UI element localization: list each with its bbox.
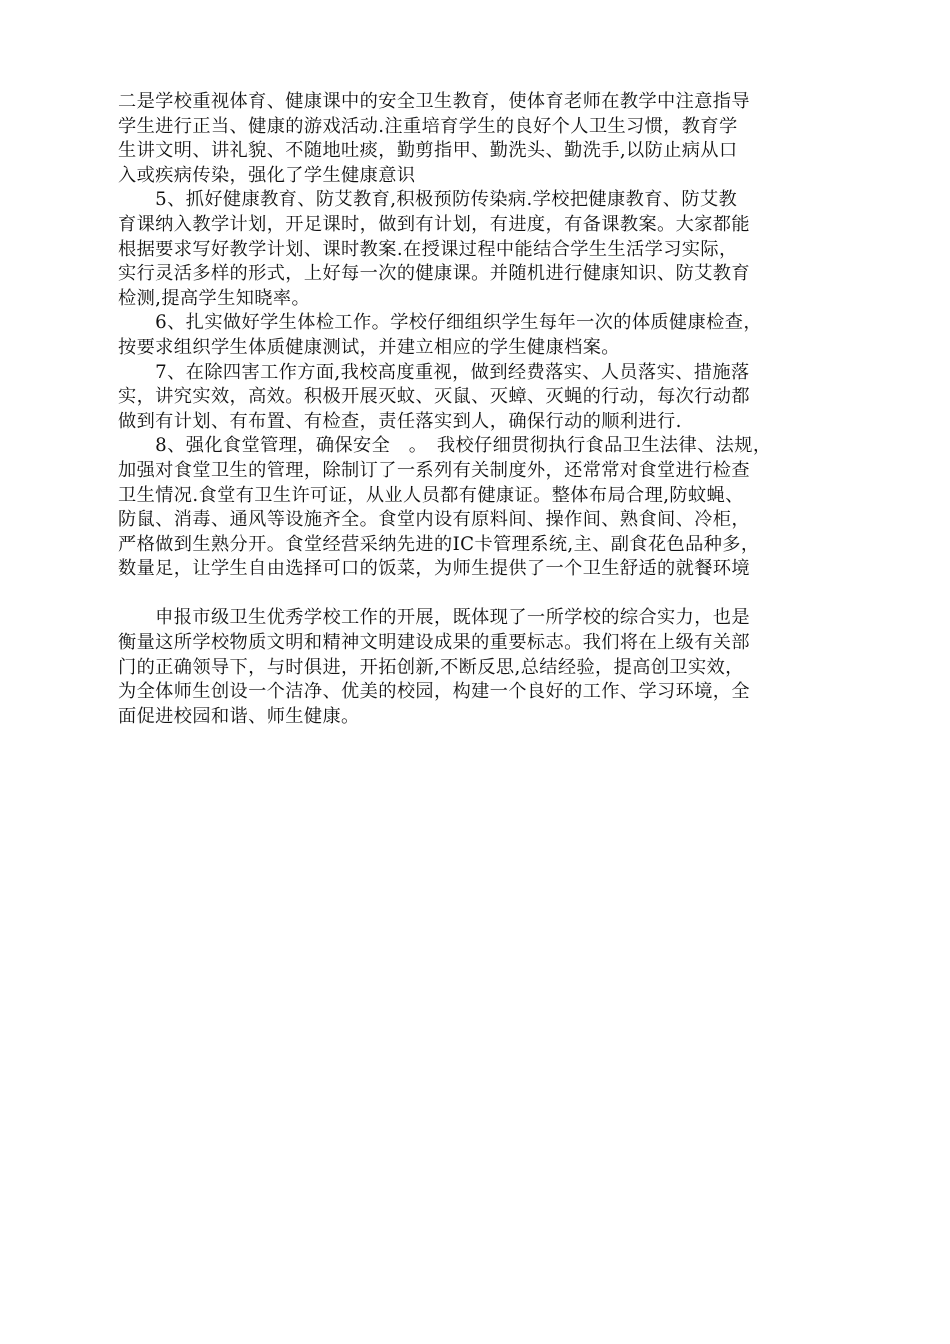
text-line: 实，讲究实效，高效。积极开展灭蚊、灭鼠、灭蟑、灭蝇的行动，每次行动都 xyxy=(118,386,750,408)
text-line: 生讲文明、讲礼貌、不随地吐痰，勤剪指甲、勤洗头、勤洗手,以防止病从口 xyxy=(118,140,738,162)
closing-line: 衡量这所学校物质文明和精神文明建设成果的重要标志。我们将在上级有关部 xyxy=(118,632,750,654)
text-line: 8、强化食堂管理，确保安全 。 我校仔细贯彻执行食品卫生法律、法规， xyxy=(118,435,772,457)
closing-line: 申报市级卫生优秀学校工作的开展，既体现了一所学校的综合实力，也是 xyxy=(118,607,750,629)
closing-line: 面促进校园和谐、师生健康。 xyxy=(118,705,360,727)
text-line: 根据要求写好教学计划、课时教案.在授课过程中能结合学生生活学习实际， xyxy=(118,238,738,260)
text-line: 数量足，让学生自由选择可口的饭菜，为师生提供了一个卫生舒适的就餐环境 xyxy=(118,558,750,580)
closing-line: 为全体师生创设一个洁净、优美的校园，构建一个良好的工作、学习环境，全 xyxy=(118,681,750,703)
text-line: 实行灵活多样的形式，上好每一次的健康课。并随机进行健康知识、防艾教育 xyxy=(118,263,750,285)
text-line: 检测,提高学生知晓率。 xyxy=(118,287,311,309)
text-line: 按要求组织学生体质健康测试，并建立相应的学生健康档案。 xyxy=(118,336,620,358)
text-line: 育课纳入教学计划，开足课时，做到有计划，有进度，有备课教案。大家都能 xyxy=(118,213,750,235)
text-line: 二是学校重视体育、健康课中的安全卫生教育，使体育老师在教学中注意指导 xyxy=(118,91,750,112)
text-line: 学生进行正当、健康的游戏活动.注重培育学生的良好个人卫生习惯，教育学 xyxy=(118,115,738,137)
paragraph-gap xyxy=(118,582,878,607)
closing-line: 门的正确领导下，与时俱进，开拓创新,不断反思,总结经验，提高创卫实效， xyxy=(118,656,744,678)
text-line: 5、抓好健康教育、防艾教育,积极预防传染病.学校把健康教育、防艾教 xyxy=(118,189,738,211)
text-line: 入或疾病传染，强化了学生健康意识 xyxy=(118,164,416,186)
text-line: 7、在除四害工作方面,我校高度重视，做到经费落实、人员落实、措施落 xyxy=(118,361,750,383)
text-line: 加强对食堂卫生的管理，除制订了一系列有关制度外，还常常对食堂进行检查 xyxy=(118,459,750,481)
text-line: 严格做到生熟分开。食堂经营采纳先进的IC卡管理系统,主、副食花色品种多， xyxy=(118,533,760,555)
text-line: 防鼠、消毒、通风等设施齐全。食堂内设有原料间、操作间、熟食间、冷柜， xyxy=(118,509,750,531)
text-line: 卫生情况.食堂有卫生许可证，从业人员都有健康证。整体布局合理,防蚊蝇、 xyxy=(118,484,744,506)
text-line: 做到有计划、有布置、有检查，责任落实到人，确保行动的顺利进行. xyxy=(118,410,682,432)
document-body xyxy=(118,90,878,729)
text-line: 6、扎实做好学生体检工作。学校仔细组织学生每年一次的体质健康检查， xyxy=(118,312,762,334)
